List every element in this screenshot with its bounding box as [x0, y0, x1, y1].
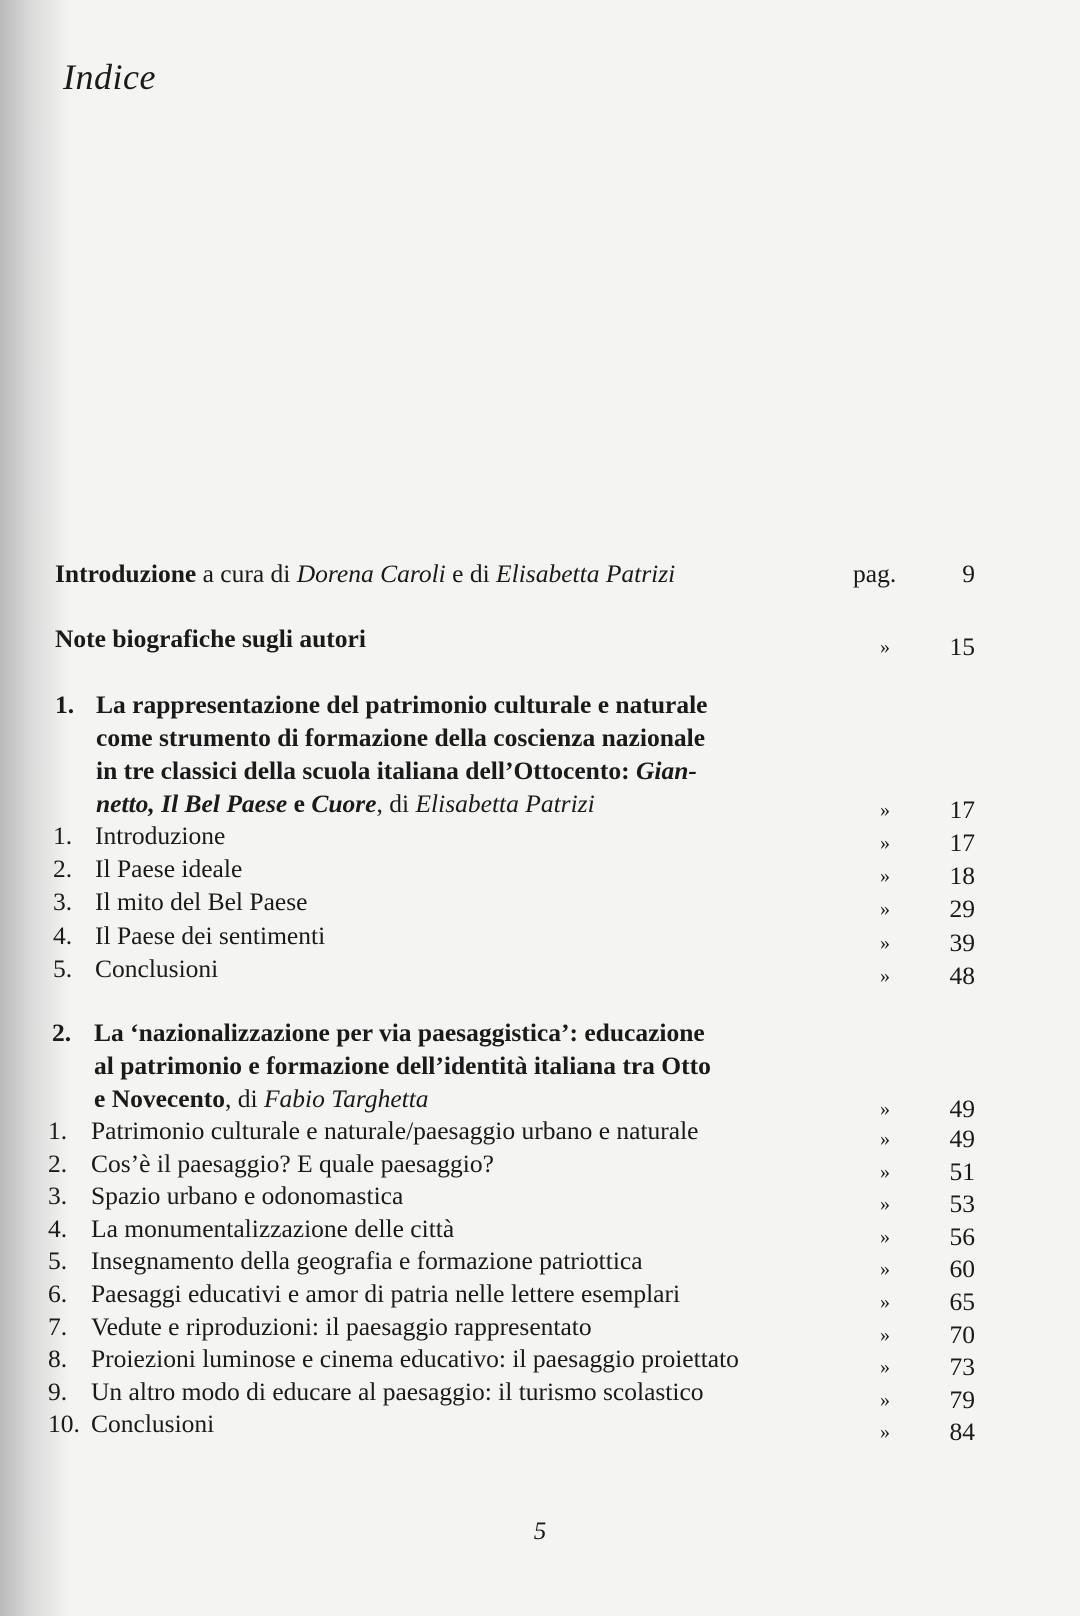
page-number: 60 — [949, 1254, 975, 1284]
section-title: La monumentalizzazione delle città — [91, 1213, 455, 1243]
section-number: 8. — [48, 1344, 68, 1374]
section-title: Insegnamento della geografia e formazione patriottica — [91, 1246, 643, 1276]
section-title: Il Paese dei sentimenti — [95, 920, 326, 950]
page-number: 49 — [949, 1124, 975, 1153]
page-number: 73 — [949, 1352, 975, 1382]
section-title: Il Paese ideale — [95, 854, 243, 884]
guillemet-marker: » — [880, 832, 890, 854]
page-number: 48 — [949, 960, 975, 990]
entry-text — [55, 557, 675, 591]
chapter-title-line: La rappresentazione del patrimonio culturale e naturale — [96, 690, 708, 719]
guillemet-marker: » — [880, 1421, 890, 1444]
guillemet-marker: » — [880, 898, 890, 921]
page-number: 53 — [949, 1189, 975, 1219]
section-number: 3. — [48, 1181, 68, 1211]
page-number: 17 — [949, 828, 975, 857]
page-label: pag. — [853, 559, 897, 588]
section-title: Patrimonio culturale e naturale/paesaggio urbano e naturale — [91, 1116, 699, 1145]
section-title: Introduzione — [95, 821, 226, 850]
chapter-title-line: in tre classici della scuola italiana dell’Ottocento: Gian- — [96, 756, 697, 785]
chapter-title-line: e Novecento, di Fabio Targhetta — [94, 1084, 429, 1113]
section-title: Proiezioni luminose e cinema educativo: il paesaggio proiettato — [91, 1344, 739, 1374]
guillemet-marker: » — [880, 1258, 890, 1281]
section-title: Paesaggi educativi e amor di patria nelle lettere esemplari — [91, 1279, 681, 1308]
chapter-title-line: netto, Il Bel Paese e Cuore, di Elisabetta Patrizi — [96, 789, 595, 818]
chapter-number: 1. — [55, 690, 75, 719]
page-number: 79 — [949, 1384, 975, 1414]
guillemet-marker: » — [880, 1128, 890, 1150]
guillemet-marker: » — [880, 799, 890, 821]
section-title: Spazio urbano e odonomastica — [91, 1181, 404, 1211]
chapter-title-line: La ‘nazionalizzazione per via paesaggistica’: educazione — [94, 1018, 705, 1047]
section-number: 4. — [48, 1213, 68, 1243]
page-number: 49 — [949, 1094, 975, 1123]
section-number: 2. — [53, 854, 73, 884]
section-title: Conclusioni — [91, 1409, 215, 1439]
entry-label: Introduzione — [55, 559, 197, 588]
guillemet-marker: » — [880, 1225, 890, 1248]
guillemet-marker: » — [880, 964, 890, 987]
guillemet-marker: » — [880, 1160, 890, 1183]
guillemet-marker: » — [880, 931, 890, 954]
guillemet-marker: » — [880, 636, 890, 658]
section-number: 7. — [48, 1311, 68, 1341]
section-number: 9. — [48, 1376, 68, 1406]
page-number: 51 — [949, 1156, 975, 1186]
guillemet-marker: » — [880, 1388, 890, 1411]
section-number: 4. — [53, 920, 73, 950]
chapter-title-line: come strumento di formazione della coscienza nazionale — [96, 723, 706, 752]
section-number: 3. — [53, 887, 73, 917]
section-number: 1. — [53, 821, 73, 850]
page-number: 65 — [949, 1287, 975, 1316]
chapter-author: Elisabetta Patrizi — [415, 789, 595, 818]
section-number: 5. — [53, 953, 73, 983]
footer-page-number: 5 — [533, 1518, 547, 1545]
section-number: 6. — [48, 1279, 68, 1308]
page-number: 84 — [949, 1417, 975, 1447]
chapter-number: 2. — [52, 1018, 72, 1047]
section-title: Cos’è il paesaggio? E quale paesaggio? — [91, 1148, 494, 1178]
section-number: 2. — [48, 1148, 68, 1178]
page-number: 18 — [949, 861, 975, 891]
guillemet-marker: » — [880, 1098, 890, 1120]
page-number: 70 — [949, 1319, 975, 1349]
entry-connector: a cura di — [196, 559, 297, 588]
section-title: Un altro modo di educare al paesaggio: il turismo scolastico — [91, 1376, 704, 1406]
chapter-title-line: al patrimonio e formazione dell’identità italiana tra Otto — [94, 1051, 711, 1080]
section-number: 1. — [48, 1116, 68, 1145]
section-number: 5. — [48, 1246, 68, 1276]
page-number: 39 — [949, 927, 975, 957]
page-number: 9 — [962, 559, 975, 588]
entry-author: Dorena Caroli — [296, 559, 446, 588]
page-number: 17 — [949, 795, 975, 824]
guillemet-marker: » — [880, 1356, 890, 1379]
page-title: Indice — [63, 57, 156, 98]
page-number: 56 — [949, 1221, 975, 1251]
section-number: 10. — [48, 1409, 80, 1439]
guillemet-marker: » — [880, 1291, 890, 1313]
chapter-author: Fabio Targhetta — [263, 1084, 429, 1113]
entry-author-2: Elisabetta Patrizi — [496, 559, 676, 588]
page-number: 29 — [949, 894, 975, 924]
section-title: Vedute e riproduzioni: il paesaggio rappresentato — [91, 1311, 592, 1341]
guillemet-marker: » — [880, 1323, 890, 1346]
page-number: 15 — [949, 632, 975, 661]
section-title: Il mito del Bel Paese — [95, 887, 308, 917]
guillemet-marker: » — [880, 865, 890, 888]
guillemet-marker: » — [880, 1193, 890, 1216]
section-title: Conclusioni — [95, 953, 219, 983]
entry-connector-2: e di — [445, 559, 497, 588]
entry-label: Note biografiche sugli autori — [55, 624, 366, 653]
